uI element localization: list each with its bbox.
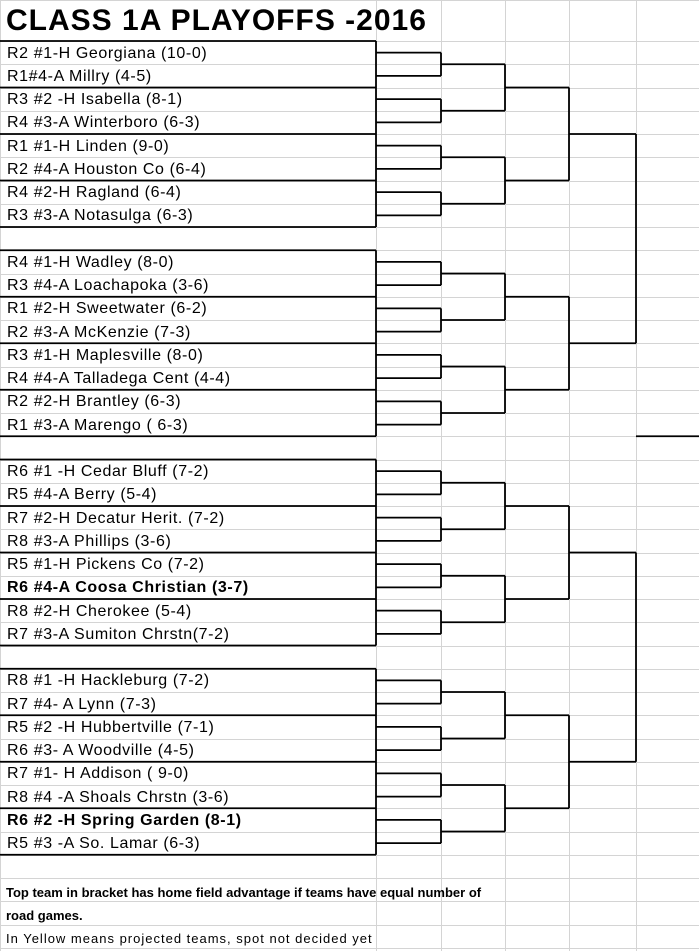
team-entry: R8 #2-H Cherokee (5-4) — [7, 602, 192, 620]
page-title: CLASS 1A PLAYOFFS -2016 — [6, 4, 427, 37]
team-entry: R2 #3-A McKenzie (7-3) — [7, 323, 191, 341]
team-entry: R2 #2-H Brantley (6-3) — [7, 393, 182, 411]
team-entry: R6 #4-A Coosa Christian (3-7) — [7, 579, 249, 597]
team-entry: R4 #2-H Ragland (6-4) — [7, 184, 182, 201]
home-field-note: Top team in bracket has home field advantage if teams have equal number of — [6, 885, 482, 900]
team-entry: R2 #4-A Houston Co (6-4) — [7, 160, 207, 178]
team-entry: R8 #3-A Phillips (3-6) — [7, 532, 172, 550]
team-entry: R1 #3-A Marengo ( 6-3) — [7, 416, 189, 434]
team-entry: R8 #4 -A Shoals Chrstn (3-6) — [7, 788, 230, 806]
team-entry: R5 #4-A Berry (5-4) — [7, 486, 158, 504]
team-entry: R4 #3-A Winterboro (6-3) — [7, 114, 201, 132]
team-entry: R8 #1 -H Hackleburg (7-2) — [7, 672, 210, 690]
team-entry: R3 #2 -H Isabella (8-1) — [7, 91, 183, 108]
team-entry: R4 #4-A Talladega Cent (4-4) — [7, 370, 231, 387]
team-entry: R5 #3 -A So. Lamar (6-3) — [7, 835, 201, 852]
team-entry: R1 #2-H Sweetwater (6-2) — [7, 300, 208, 318]
team-entry: R6 #3- A Woodville (4-5) — [7, 742, 195, 759]
team-entry: R3 #3-A Notasulga (6-3) — [7, 207, 194, 225]
team-entry: R6 #2 -H Spring Garden (8-1) — [7, 811, 242, 829]
team-entry: R3 #4-A Loachapoka (3-6) — [7, 277, 210, 294]
team-entry: R7 #1- H Addison ( 9-0) — [7, 765, 189, 783]
team-entry: R6 #1 -H Cedar Bluff (7-2) — [7, 463, 210, 480]
team-entry: R7 #3-A Sumiton Chrstn(7-2) — [7, 625, 230, 643]
team-entry: R7 #4- A Lynn (7-3) — [7, 695, 157, 713]
team-entry: R2 #1-H Georgiana (10-0) — [7, 44, 208, 62]
team-entry: R5 #1-H Pickens Co (7-2) — [7, 556, 205, 573]
yellow-legend-note: In Yellow means projected teams, spot not decided yet — [6, 931, 373, 946]
team-entry: R7 #2-H Decatur Herit. (7-2) — [7, 509, 225, 527]
team-entry: R1#4-A Millry (4-5) — [7, 67, 152, 85]
home-field-note-continued: road games. — [6, 908, 83, 923]
team-entry: R1 #1-H Linden (9-0) — [7, 137, 170, 155]
team-entry: R4 #1-H Wadley (8-0) — [7, 253, 175, 271]
team-entry: R5 #2 -H Hubbertville (7-1) — [7, 718, 215, 736]
team-entry: R3 #1-H Maplesville (8-0) — [7, 346, 204, 364]
